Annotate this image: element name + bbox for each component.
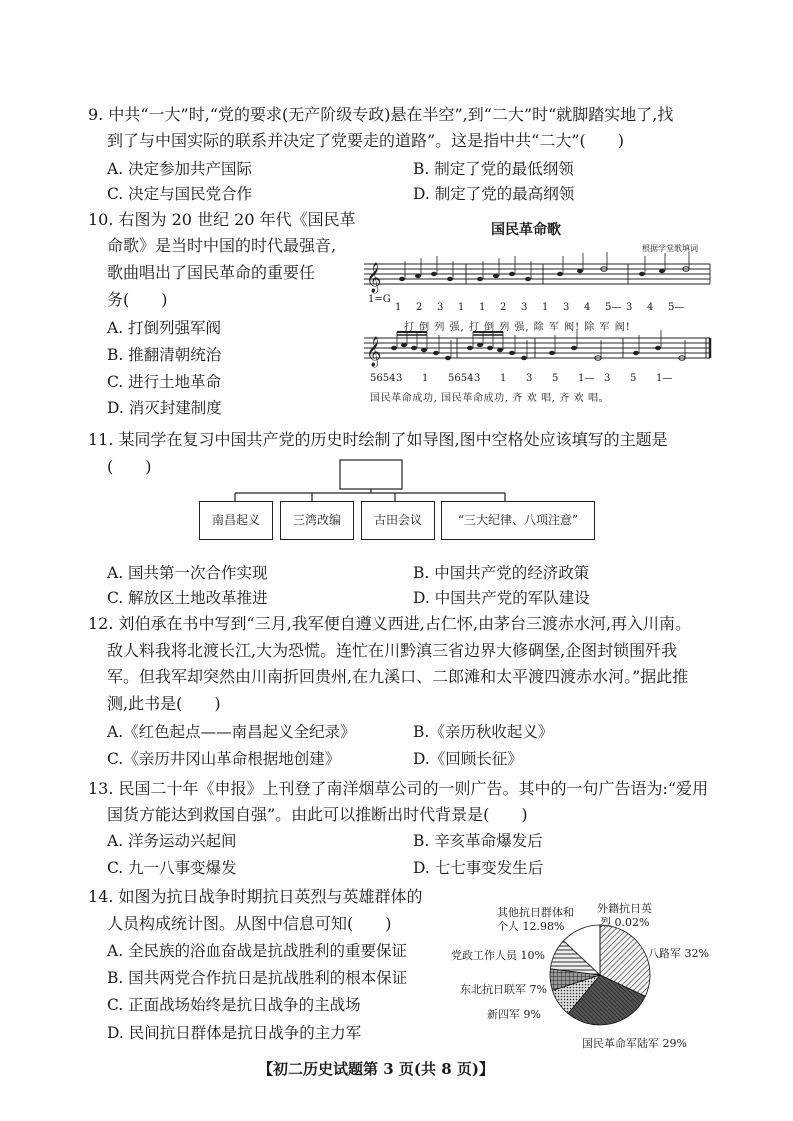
q12-stem-line3: 军。但我军却突然由川南折回贵州,在九溪口、二郎滩和太平渡四渡赤水河。”据此推 <box>107 667 689 686</box>
q13-stem-line1: 13. 民国二十年《申报》上刊登了南洋烟草公司的一则广告。其中的一句广告语为:“爱用 <box>88 779 709 798</box>
jianpu-number: 1 <box>422 373 429 384</box>
q13-option-a[interactable]: A. 洋务运动兴起间 <box>107 832 237 850</box>
jianpu-number: 3 <box>396 373 403 384</box>
q14-stem-line2: 人员构成统计图。从图中信息可知( ) <box>107 914 392 933</box>
pie-chart <box>545 920 655 1030</box>
q9-option-d[interactable]: D. 制定了党的最高纲领 <box>413 185 575 203</box>
q9-option-a[interactable]: A. 决定参加共产国际 <box>107 160 253 178</box>
q12-stem-line2: 敌人料我将北渡长江,大为恐慌。连忙在川黔滇三省边界大修碉堡,企图封锁围歼我 <box>107 641 678 660</box>
q10-option-d[interactable]: D. 消灭封建制度 <box>107 399 222 417</box>
jianpu-number: 1 <box>542 302 549 313</box>
jianpu-number: 5654 <box>370 373 396 384</box>
jianpu-number: 4 <box>584 302 591 313</box>
q14-stem-line1: 14. 如图为抗日战争时期抗日英烈与英雄群体的 <box>88 887 423 906</box>
treble-clef-icon: 𝄞 <box>366 263 382 293</box>
q13-stem-line2: 国货方能达到救国自强”。由此可以推断出时代背景是( ) <box>107 805 528 824</box>
stems-row2 <box>397 330 685 358</box>
jianpu-number: 1— <box>656 373 673 384</box>
page-footer: 【初二历史试题第 3 页(共 8 页)】 <box>258 1060 494 1078</box>
pie-label-other-1: 其他抗日群体和 <box>497 906 574 919</box>
q12-stem-line1: 12. 刘伯承在书中写到“三月,我军便自遵义西进,占仁怀,由茅台三渡赤水河,再入川南。 <box>88 614 692 633</box>
pie-label-new-fourth: 新四军 9% <box>487 1008 541 1021</box>
staff-lines-row1 <box>364 264 710 284</box>
blank-topic-box <box>340 460 402 489</box>
jianpu-number: 3 <box>474 373 481 384</box>
jianpu-number: 3 <box>526 373 533 384</box>
jianpu-number: 5 <box>630 373 637 384</box>
treble-clef-icon: 𝄞 <box>366 337 382 367</box>
jianpu-number: 3 <box>437 302 444 313</box>
q12-option-b[interactable]: B.《亲历秋收起义》 <box>413 723 554 741</box>
q11-option-d[interactable]: D. 中国共产党的军队建设 <box>413 589 590 607</box>
q14-option-b[interactable]: B. 国共两党合作抗日是抗战胜利的根本保证 <box>107 969 408 987</box>
song-row1-lyrics: 打 倒 列 强, 打 倒 列 强, 除 军 阀! 除 军 阀! <box>404 322 631 333</box>
q10-stem-line2: 命歌》是当时中国的时代最强音, <box>107 236 337 255</box>
jianpu-number: 3 <box>563 302 570 313</box>
stems-row1 <box>405 252 689 279</box>
q11-option-b[interactable]: B. 中国共产党的经济政策 <box>413 564 590 582</box>
q14-option-d[interactable]: D. 民间抗日群体是抗日战争的主力军 <box>107 1024 362 1042</box>
pie-label-other-2: 个人 12.98% <box>497 920 565 933</box>
q10-stem-line4: 务( ) <box>107 290 168 309</box>
q10-option-b[interactable]: B. 推翻清朝统治 <box>107 346 222 364</box>
q9-stem-line2: 到了与中国实际的联系并决定了党要走的道路”。这是指中共“二大”( ) <box>107 131 625 150</box>
jianpu-number: 3 <box>604 373 611 384</box>
pie-label-party: 党政工作人员 10% <box>451 949 545 962</box>
song-key: 1=G <box>368 294 391 305</box>
q10-stem-line3: 歌曲唱出了国民革命的重要任 <box>107 263 316 282</box>
jianpu-number: 2 <box>500 302 507 313</box>
jianpu-number: 2 <box>416 302 423 313</box>
pie-label-kmt-army: 国民革命军陆军 29% <box>582 1037 687 1050</box>
q12-option-d[interactable]: D.《回顾长征》 <box>413 750 523 768</box>
song-row2-numbers <box>370 373 710 384</box>
jianpu-number: 5 <box>552 373 559 384</box>
q11-stem-line1: 11. 某同学在复习中国共产党的历史时绘制了如导图,图中空格处应该填写的主题是 <box>88 430 668 449</box>
jianpu-number: 5— <box>668 302 685 313</box>
q13-option-d[interactable]: D. 七七事变发生后 <box>413 859 544 877</box>
song-title: 国民革命歌 <box>491 222 561 238</box>
q11-option-a[interactable]: A. 国共第一次合作实现 <box>107 564 268 582</box>
jianpu-number: 1— <box>578 373 595 384</box>
song-row2-lyrics: 国民革命成功, 国民革命成功, 齐 欢 唱, 齐 欢 唱。 <box>370 393 610 404</box>
jianpu-number: 1 <box>458 302 465 313</box>
q11-stem-line2: ( ) <box>107 457 152 476</box>
q9-stem-line1: 9. 中共“一大”时,“党的要求(无产阶级专政)悬在半空”,到“二大”时“就脚踏实地了,找 <box>88 105 674 124</box>
q12-option-c[interactable]: C.《亲历井冈山革命根据地创建》 <box>107 750 341 768</box>
pie-label-eighth-route: 八路军 32% <box>648 947 709 960</box>
jianpu-number: 5654 <box>448 373 474 384</box>
mindmap-box-gutian: 古田会议 <box>361 501 435 540</box>
mindmap-box-nanchang: 南昌起义 <box>199 501 273 540</box>
q14-option-c[interactable]: C. 正面战场始终是抗日战争的主战场 <box>107 996 361 1014</box>
jianpu-number: 1 <box>395 302 402 313</box>
q10-option-a[interactable]: A. 打倒列强军阀 <box>107 319 222 337</box>
q13-option-c[interactable]: C. 九一八事变爆发 <box>107 859 237 877</box>
q13-option-b[interactable]: B. 辛亥革命爆发后 <box>413 832 543 850</box>
jianpu-number: 1 <box>500 373 507 384</box>
q9-option-c[interactable]: C. 决定与国民党合作 <box>107 185 253 203</box>
jianpu-number: 5— <box>605 302 622 313</box>
q14-option-a[interactable]: A. 全民族的浴血奋战是抗战胜利的重要保证 <box>107 942 408 960</box>
pie-label-foreign-2: 烈 0.02% <box>600 916 650 929</box>
song-row1-numbers <box>395 302 725 313</box>
pie-label-northeast: 东北抗日联军 7% <box>460 983 547 996</box>
mindmap-box-sanwan: 三湾改编 <box>280 501 354 540</box>
q9-option-b[interactable]: B. 制定了党的最低纲领 <box>413 160 574 178</box>
q11-option-c[interactable]: C. 解放区土地改革推进 <box>107 589 268 607</box>
mindmap-box-discipline: “三大纪律、八项注意” <box>441 501 595 540</box>
jianpu-number: 1 <box>479 302 486 313</box>
jianpu-number: 3 <box>626 302 633 313</box>
q10-option-c[interactable]: C. 进行土地革命 <box>107 373 222 391</box>
pie-label-foreign-1: 外籍抗日英 <box>597 902 652 915</box>
q12-option-a[interactable]: A.《红色起点——南昌起义全纪录》 <box>107 723 356 741</box>
q12-stem-line4: 测,此书是( ) <box>107 694 221 713</box>
q10-stem-line1: 10. 右图为 20 世纪 20 年代《国民革 <box>88 210 356 229</box>
jianpu-number: 3 <box>521 302 528 313</box>
jianpu-number: 4 <box>647 302 654 313</box>
song-source: 根据学堂歌填词 <box>642 244 698 253</box>
